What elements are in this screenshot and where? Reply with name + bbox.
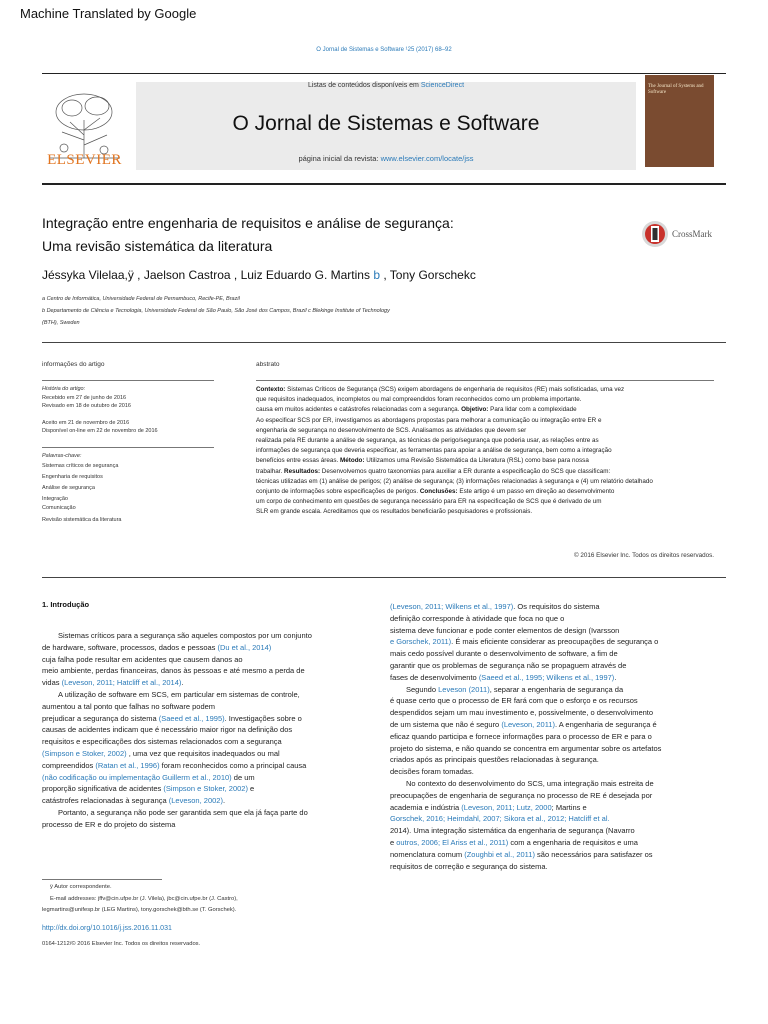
body-line: [390, 813, 610, 824]
citation-link[interactable]: (Leveson, 2011): [501, 720, 555, 729]
citation-link[interactable]: outros, 2006; El Ariss et al., 2011): [396, 838, 509, 847]
affiliation-b: b Departamento de Ciência e Tecnologia, Universidade Federal de São Paulo, São José dos Campos, Brazil c Blekinge Institute of Technology: [42, 308, 390, 314]
body-line: meio ambiente, perdas financeiras, danos às pessoas e até mesmo a perda de: [42, 666, 305, 676]
body-line: Portanto, a segurança não pode ser garantida sem que ela já faça parte do: [58, 808, 308, 817]
footnote-emails-2[interactable]: legmartins@unifesp.br (LEG Martins), tony.gorschek@bth.se (T. Gorschek).: [42, 907, 237, 913]
body-line: garantir que os problemas de segurança não se propaguem através de: [390, 661, 627, 670]
abstract-line: Contexto: Sistemas Críticos de Segurança (SCS) exigem abordagens de engenharia de requisitos (RE) mais sofisticadas, uma vez: [256, 386, 625, 393]
body-line: processo de ER e do projeto do sistema: [42, 819, 176, 829]
body-line: aumentou a tal ponto que falhas no software podem: [42, 701, 216, 711]
keyword-item: Comunicação: [42, 505, 76, 511]
crossmark-icon[interactable]: [641, 220, 669, 248]
abstract-line: benefícios entre essas áreas. Método: Utilizamos uma Revisão Sistemática da Literatura (RSL) como base para nossa: [256, 457, 589, 465]
journal-name: O Jornal de Sistemas e Software: [232, 112, 540, 135]
abstract-line: SLR em grande escala. Acreditamos que os resultados beneficiarão pesquisadores e profissionais.: [256, 508, 533, 516]
homepage-label: página inicial da revista:: [298, 154, 381, 163]
article-info-heading: informações do artigo: [42, 361, 105, 368]
body-line: projeto do sistema, e não quando se concentra em argumentar sobre os artefatos: [390, 743, 662, 753]
citation-link[interactable]: (Simpson e Stoker, 2002): [163, 784, 248, 794]
author-4[interactable]: , Tony Gorschekc: [383, 268, 476, 282]
body-line: causas de acidentes indicam que é necessário maior rigor na definição dos: [42, 725, 293, 735]
abstract-line: Ao especificar SCS por ER, investigamos as abordagens propostas para melhorar a comunicação ou integração entre ER e: [256, 416, 602, 424]
keywords-rule: [42, 447, 214, 448]
issn-line: 0164-1212/© 2016 Elsevier Inc. Todos os direitos reservados.: [42, 941, 201, 947]
keyword-item: Sistemas críticos de segurança: [42, 463, 119, 469]
abstract-rule: [256, 380, 714, 381]
abstract-line: técnicas utilizadas em (1) análise de perigos; (2) análise de segurança; (3) informações relacionadas à segurança e (4) um relatório detalhado: [256, 477, 653, 485]
author-3[interactable]: , Luiz Eduardo G. Martins: [233, 268, 370, 282]
body-line: de hardware, software, processos, dados e pessoas (Du et al., 2014): [42, 642, 272, 652]
journal-homepage: [136, 154, 636, 163]
header-top-rule: [42, 73, 726, 74]
article-title-line2: Uma revisão sistemática da literatura: [42, 238, 273, 254]
journal-cover-title: The Journal of Systems and Software: [648, 84, 704, 95]
citation-link[interactable]: (Ratan et al., 1996): [95, 760, 160, 770]
abstract-line: conjunto de informações sobre especificações de perigos. Conclusões: Este artigo é um passo em direção ao desenvolvimento: [256, 488, 615, 495]
body-line: criados após as principais questões relacionadas à segurança.: [390, 755, 599, 765]
citation-link[interactable]: (Leveson, 2011; Wilkens et al., 1997): [390, 602, 514, 611]
body-line: e outros, 2006; El Ariss et al., 2011) com a engenharia de requisitos e uma: [390, 838, 638, 847]
citation-link[interactable]: (Leveson, 2011; Lutz, 2000: [461, 802, 552, 812]
citation-link[interactable]: (Simpson e Stoker, 2002): [42, 749, 127, 758]
abstract-line: trabalhar. Resultados: Desenvolvemos quatro taxonomias para auxiliar a ER durante a especificação do SCS que classificam:: [256, 467, 611, 475]
citation-link[interactable]: (Saeed et al., 1995): [158, 713, 225, 723]
section-heading: 1. Introdução: [42, 600, 90, 609]
body-line: A utilização de software em SCS, em particular em sistemas de controle,: [58, 690, 300, 699]
footnote-rule: [42, 879, 162, 880]
body-line: prejudicar a segurança do sistema (Saeed et al., 1995). Investigações sobre o: [42, 713, 302, 723]
abstract-line: informações de segurança que deveria especificar, as ferramentas para apoiar a análise de segurança, bem como a integração: [256, 447, 612, 455]
affiliation-a: a Centro de Informática, Universidade Federal de Pernambuco, Recife-PE, Brazil: [42, 296, 240, 302]
author-2[interactable]: , Jaelson Castroa: [137, 268, 231, 282]
keyword-item: Análise de segurança: [42, 485, 95, 491]
body-line: sistema deve funcionar e pode conter elementos de design (Ivarsson: [390, 625, 620, 635]
homepage-link[interactable]: www.elsevier.com/locate/jss: [380, 154, 474, 163]
citation-link[interactable]: (Saeed et al., 1995; Wilkens et al., 1997): [478, 672, 615, 682]
history-label: História do artigo:: [42, 386, 86, 392]
contents-listing-text: Listas de conteúdos disponíveis em: [307, 82, 421, 89]
body-line: é quase certo que o processo de ER fará com que o esforço e os recursos: [390, 696, 638, 706]
citation-link[interactable]: Leveson (2011): [438, 684, 490, 694]
body-line: academia e indústria (Leveson, 2011; Lutz, 2000; Martins e: [390, 802, 587, 812]
body-line: preocupações de engenharia de segurança no processo de RE é desejada por: [390, 790, 653, 800]
body-line: despendidos sejam um mau investimento e, possivelmente, o desenvolvimento: [390, 708, 654, 718]
body-line: No contexto do desenvolvimento do SCS, uma integração mais estreita de: [406, 779, 654, 788]
abstract-line: engenharia de segurança no desenvolvimento de SCS. Analisamos as atividades que devem ser: [256, 426, 527, 434]
body-line: nomenclatura comum (Zoughbi et al., 2011) são necessários para satisfazer os: [390, 849, 653, 859]
abstract-line: realizada pela RE durante a análise de segurança, as técnicas de perigo/segurança que poderia usar, as relações entre as: [256, 437, 599, 444]
body-line: catástrofes relacionadas à segurança (Leveson, 2002).: [42, 796, 226, 806]
body-separator: [42, 577, 726, 578]
copyright-notice: © 2016 Elsevier Inc. Todos os direitos reservados.: [574, 552, 714, 559]
contents-listing: [136, 82, 636, 89]
body-line: proporção significativa de acidentes (Simpson e Stoker, 2002) e: [42, 784, 255, 794]
body-line: (Leveson, 2011; Wilkens et al., 1997). Os requisitos do sistema: [390, 602, 600, 611]
history-accepted: Aceito em 21 de novembro de 2016: [42, 420, 130, 426]
keyword-item: Engenharia de requisitos: [42, 474, 103, 480]
history-online: Disponível on-line em 22 de novembro de 2016: [42, 428, 158, 434]
abstract-heading: abstrato: [256, 361, 280, 368]
header-bottom-rule: [42, 183, 726, 185]
citation-link[interactable]: (Zoughbi et al., 2011): [464, 849, 535, 859]
footnote-corresponding: ÿ Autor correspondente.: [50, 884, 112, 890]
affiliation-c: (BTH), Sweden: [42, 320, 80, 326]
keywords-label: Palavras-chave:: [42, 453, 82, 459]
body-line: 2014). Uma integração sistemática da engenharia de segurança (Navarro: [390, 826, 635, 836]
author-list: [42, 268, 476, 282]
elsevier-wordmark: ELSEVIER: [47, 152, 122, 168]
abstract-line: causa em muitos acidentes e catástrofes relacionadas com a segurança. Objetivo: Para lidar com a complexidade: [256, 406, 577, 414]
crossmark-label[interactable]: CrossMark: [672, 229, 712, 239]
abstract-line: um corpo de conhecimento em questões de segurança necessário para ER na especificação de SCS que é derivado de um: [256, 498, 602, 506]
history-revised: Revisado em 18 de outubro de 2016: [42, 403, 131, 409]
citation-link[interactable]: (Du et al., 2014): [217, 642, 272, 652]
keyword-item: Revisão sistemática da literatura: [42, 517, 122, 523]
citation-link[interactable]: e Gorschek, 2011): [390, 637, 452, 647]
body-line: cuja falha pode resultar em acidentes que causem danos ao: [42, 654, 243, 664]
body-line: decisões foram tomadas.: [390, 767, 474, 777]
machine-translation-banner: Machine Translated by Google: [20, 6, 197, 21]
body-line: eficaz quando participa e fornece informações para o processo de ER e para o: [390, 731, 652, 741]
citation-link[interactable]: (não codificação ou implementação Guillerm et al., 2010): [42, 772, 232, 782]
sciencedirect-link[interactable]: ScienceDirect: [420, 82, 465, 89]
body-line: (Simpson e Stoker, 2002) , uma vez que requisitos inadequados ou mal: [42, 749, 280, 758]
citation-link[interactable]: Gorschek, 2016; Heimdahl, 2007; Sikora et al., 2012; Hatcliff et al.: [390, 814, 610, 824]
body-line: mais cedo possível durante o desenvolvimento de software, a fim de: [390, 649, 618, 659]
history-received: Recebido em 27 de junho de 2016: [42, 395, 127, 401]
body-line: fases de desenvolvimento (Saeed et al., 1995; Wilkens et al., 1997).: [390, 672, 617, 682]
body-line: Sistemas críticos para a segurança são aqueles compostos por um conjunto: [58, 631, 312, 640]
body-line: vidas (Leveson, 2011; Hatcliff et al., 2014).: [42, 678, 184, 688]
body-line: (não codificação ou implementação Guillerm et al., 2010) de um: [42, 772, 255, 782]
abstract-line: que requisitos inadequados, incompletos ou mal compreendidos foram reconhecidos como um problema importante.: [256, 396, 582, 404]
body-line: e Gorschek, 2011). É mais eficiente considerar as preocupações de segurança o: [390, 637, 659, 647]
author-3-affil-mark[interactable]: b: [373, 268, 380, 282]
body-line: de um sistema que não é seguro (Leveson, 2011). A engenharia de segurança é: [390, 720, 657, 729]
body-line: Segundo Leveson (2011), separar a engenharia de segurança da: [406, 684, 624, 694]
footnote-emails-1[interactable]: E-mail addresses: jffv@cin.ufpe.br (J. Vilela), jbc@cin.ufpe.br (J. Castro),: [50, 896, 238, 902]
body-line: requisitos de correção e segurança do sistema.: [390, 861, 548, 871]
article-title-line1: Integração entre engenharia de requisitos e análise de segurança:: [42, 215, 454, 231]
body-line: compreendidos (Ratan et al., 1996) foram reconhecidos como a principal causa: [42, 760, 307, 770]
citation-link[interactable]: (Leveson, 2002): [168, 796, 223, 806]
doi-link[interactable]: http://dx.doi.org/10.1016/j.jss.2016.11.031: [42, 925, 172, 932]
article-info-rule: [42, 380, 214, 381]
citation-link[interactable]: (Leveson, 2011; Hatcliff et al., 2014): [61, 678, 182, 688]
author-1[interactable]: Jéssyka Vilelaa,ÿ: [42, 268, 134, 282]
body-line: requisitos e especificações dos sistemas relacionados com a segurança: [42, 737, 282, 747]
keyword-item: Integração: [42, 496, 68, 502]
info-separator: [42, 342, 726, 343]
journal-citation[interactable]: O Jornal de Sistemas e Software ¹25 (2017) 68–92: [316, 47, 452, 53]
body-line: definição corresponde à atividade que foca no que o: [390, 613, 565, 623]
